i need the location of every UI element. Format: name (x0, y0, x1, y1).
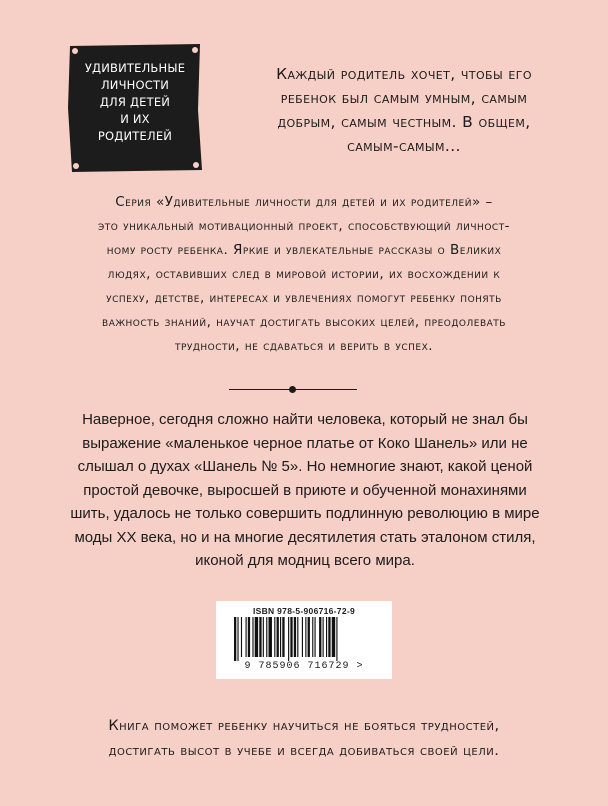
badge-line: УДИВИТЕЛЬНЫЕ (84, 61, 186, 75)
series-line: это уникальный мотивационный проект, способствующий личност- (97, 218, 511, 234)
badge-line: ЛИЧНОСТИ (100, 78, 170, 92)
body-line: моды XX века, но и на многие десятилетия стать эталоном стиля, (74, 528, 536, 546)
body-line: выражение «маленькое черное платье от Коко Шанель» или не (82, 434, 528, 452)
series-line: людях, оставивших след в мировой истории, их восхождении к (107, 266, 501, 282)
isbn-label: ISBN 978-5-906716-72-9 (252, 606, 356, 616)
series-line: успеху, детстве, интересах и увлечениях помогут ребенку понять (106, 290, 502, 306)
body-line: шить, удалось не только совершить подлинную революцию в мире (70, 505, 540, 522)
badge-line: И ИХ (120, 112, 150, 126)
body-line: иконой для модниц всего мира. (195, 552, 415, 569)
closing-line: достигать высот в учебе и всегда добиваться своей цели. (108, 743, 500, 759)
barcode-digits: 9 785906 716729 > (244, 661, 364, 672)
intro-line: добрым, самым честным. В общем, (277, 113, 531, 131)
book-description (40, 408, 570, 573)
body-line: слышал о духах «Шанель № 5». Но немногие знают, какой ценой (77, 458, 533, 475)
series-line: Серия «Удивительные личности для детей и их родителей» – (115, 194, 493, 210)
series-line: важность знаний, научат достигать высоких целей, преодолевать (102, 314, 506, 330)
divider-dot-icon (289, 386, 296, 393)
badge-title (76, 60, 194, 145)
closing-line: Книга поможет ребенку научиться не бояться трудностей, (108, 718, 500, 734)
badge-line: РОДИТЕЛЕЙ (97, 129, 173, 143)
section-divider (229, 386, 357, 394)
series-line: трудности, не сдаваться и верить в успех. (174, 338, 434, 354)
body-line: Наверное, сегодня сложно найти человека, который не знал бы (82, 411, 528, 428)
series-description (18, 190, 590, 358)
series-badge (66, 42, 204, 174)
intro-line: Каждый родитель хочет, чтобы его (276, 65, 532, 83)
barcode-bars-icon (234, 617, 374, 661)
body-line: простой девочке, выросшей в приюте и обученной монахинями (83, 481, 527, 499)
intro-paragraph (214, 62, 594, 158)
closing-statement (18, 714, 590, 764)
intro-line: ребенок был самым умным, самым (280, 89, 528, 107)
barcode (216, 601, 392, 679)
intro-line: самым-самым... (347, 137, 461, 155)
badge-line: ДЛЯ ДЕТЕЙ (99, 95, 171, 109)
series-line: ному росту ребенка. Яркие и увлекательные рассказы о Великих (106, 242, 502, 258)
